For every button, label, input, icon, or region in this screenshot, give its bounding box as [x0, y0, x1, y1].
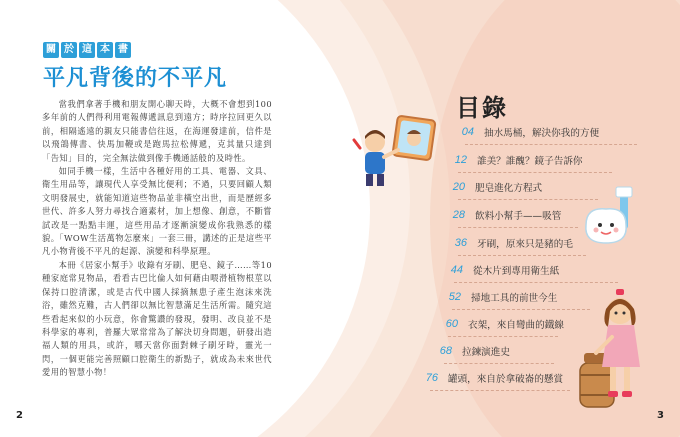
toc-entry-label: 掃地工具的前世今生 [471, 293, 558, 304]
toc-page-number: 76 [425, 372, 438, 384]
toc-entry[interactable] [439, 260, 559, 280]
page-number-right: 3 [657, 410, 664, 421]
tag-char: 關 [43, 42, 59, 58]
toc-divider [430, 390, 570, 391]
intro-text [42, 98, 272, 380]
toc-divider [458, 227, 578, 228]
tag-char: 書 [115, 42, 131, 58]
toc-entry-label: 衣架，來自彎曲的鐵線 [468, 320, 564, 331]
girl-barrel-illustration [572, 283, 654, 411]
toc-entry[interactable] [450, 122, 599, 142]
toc-page-number: 68 [439, 345, 452, 357]
toc-divider [452, 309, 590, 310]
page-number-left: 2 [16, 410, 23, 421]
toc-entry-label: 誰美？誰醜？鏡子告訴你 [477, 156, 583, 167]
toc-entry-label: 抽水馬桶，解決你我的方便 [484, 128, 600, 139]
toc-page-number: 52 [448, 291, 461, 303]
toc-entry-label: 牙刷，原來只是豬的毛 [477, 239, 573, 250]
toc-entry[interactable] [443, 233, 573, 253]
toc-page-number: 44 [450, 264, 463, 276]
tag-char: 這 [79, 42, 95, 58]
toc-entry[interactable] [437, 287, 557, 307]
toc-entry-label: 拉鍊演進史 [462, 347, 510, 358]
tag-char: 於 [61, 42, 77, 58]
toc-entry-label: 飲料小幫手——吸管 [475, 211, 562, 222]
kids-mirror-illustration [350, 112, 445, 192]
toc-page-number: 36 [454, 237, 467, 249]
page-title: 平凡背後的不平凡 [43, 66, 228, 91]
toc-entry[interactable] [441, 205, 561, 225]
toc-entry[interactable] [414, 368, 563, 388]
toc-page-number: 60 [445, 318, 458, 330]
toc-page-number: 28 [452, 209, 465, 221]
toc-page-number: 04 [461, 126, 474, 138]
toc-divider [448, 336, 558, 337]
about-this-book-tag [43, 42, 131, 58]
toc-title: 目錄 [456, 94, 508, 122]
intro-paragraph: 如同手機一樣，生活中各種好用的工具、電器、文具、衛生用品等，讓現代人享受無比便利；不過，只要回顧人類文明發展史，就能知道這些物品並非橫空出世，而是歷經多世代、許多人努力尋找合適素材，加上想像、創意，不斷嘗試改是一點點丰運，這些用品才逐漸演變成你我熟悉的樣貌。「WOW生活萬物怎麼來」一套三冊，講述的正是這些平凡小物背後不平凡的起源、演變和科學原理。 [42, 166, 272, 257]
toc-entry-label: 肥皂進化方程式 [475, 183, 543, 194]
toc-divider [458, 255, 586, 256]
toc-entry-label: 罐頭，來自於拿破崙的懸賞 [448, 374, 564, 385]
toc-divider [444, 363, 554, 364]
tag-char: 本 [97, 42, 113, 58]
toc-divider [465, 144, 637, 145]
toc-entry[interactable] [428, 341, 510, 361]
toc-divider [458, 172, 612, 173]
toc-entry[interactable] [443, 150, 583, 170]
intro-paragraph: 當我們拿著手機和朋友開心聊天時，大概不會想到100多年前的人們得利用電報傳遞訊息到遠方；時序拉回更久以前，相隔遙遠的親友只能書信往返，在海運發達前，信件是以飛鴿傳書、快馬加鞭或是跑馬拉松傳遞，克其量只達到「告知」目的，完全無法做到像手機通話般的及時性。 [42, 99, 272, 163]
toc-page-number: 20 [452, 181, 465, 193]
toc-page-number: 12 [454, 154, 467, 166]
toc-entry[interactable] [434, 314, 564, 334]
right-page [340, 0, 680, 437]
toc-entry-label: 從木片到專用衛生紙 [473, 266, 560, 277]
toc-entry[interactable] [441, 177, 542, 197]
toothbrush-character-illustration [576, 185, 646, 255]
intro-paragraph: 本冊《居家小幫手》收錄有牙刷、肥皂、鏡子……等10種家庭常見物品，看看古巴比倫人如何藉由喂滑植物根莖以保持口腔清潔，或是古代中國人採摘無患子產生泡沫來洗浴，雖然克難，古人們卻以無比智慧滿足生活所需。隨究這些看起來似的小玩意，你會驚讚的發現，發明、改良並不是科學家的專利，普羅大眾常常為了解決切身問題，研發出造福人類的用具，或許，哪天當你面對棘子刷牙時，靈光一閃，一個更能完善照顧口腔衛生的新點子，就成為未來世代愛用的智慧小物！ [42, 259, 272, 378]
